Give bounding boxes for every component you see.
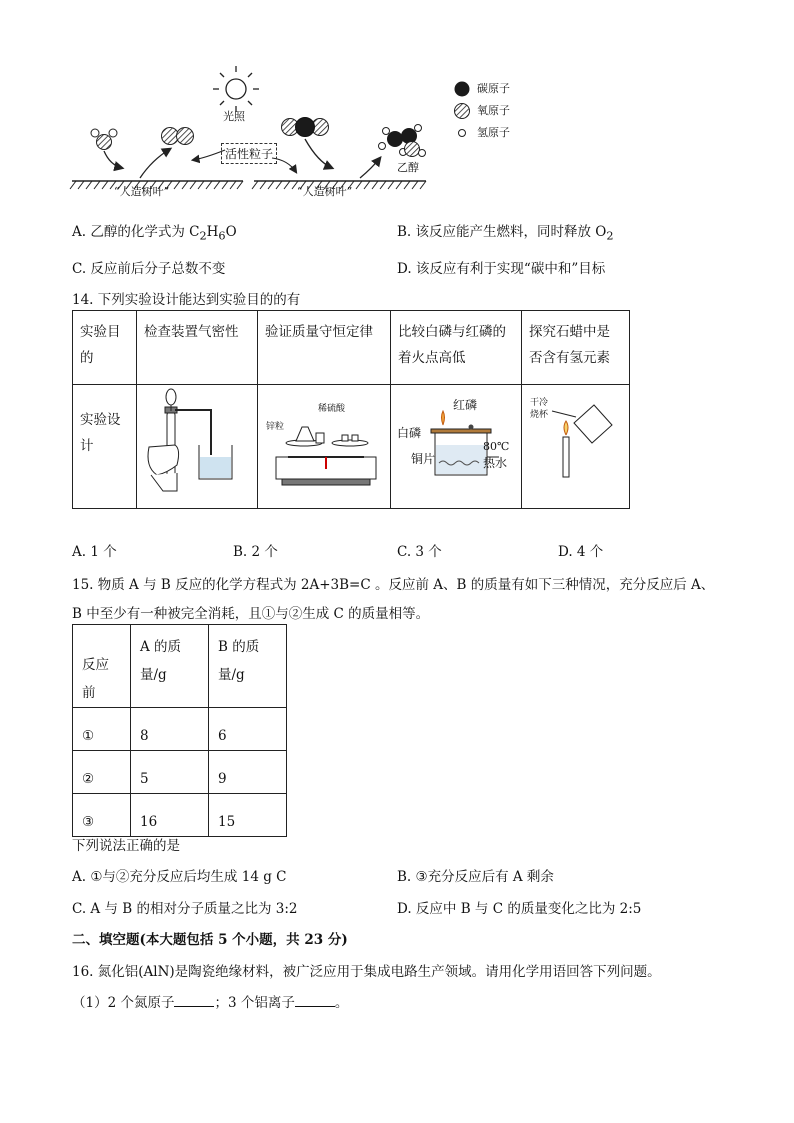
option-a-sub1: 2 (199, 229, 207, 243)
q16-sub1-b: ；3 个铝离子 (214, 995, 295, 1011)
acid-label: 稀硫酸 (318, 404, 346, 414)
arrow-ethanol-up (360, 158, 380, 178)
q13-option-d[interactable]: D. 该反应有利于实现“碳中和”目标 (397, 261, 606, 277)
q15-table (72, 624, 287, 837)
option-a-text: A. 乙醇的化学式为 C (72, 224, 200, 240)
option-b-text: B. 该反应能产生燃料，同时释放 O (397, 224, 607, 240)
q14-option-b[interactable]: B. 2 个 (233, 544, 278, 560)
q15-row2-b: 9 (209, 751, 287, 794)
q13-option-a[interactable] (72, 220, 237, 243)
option-b-sub: 2 (606, 229, 614, 243)
leaf-label-right: “人造树叶” (297, 185, 353, 198)
ethanol-molecule (379, 125, 426, 157)
red-phosphorus-label: 红磷 (453, 398, 478, 412)
q15-row3-label: ③ (73, 794, 131, 837)
carbon-atom-icon (455, 82, 470, 97)
leaf-label-left: “人造树叶” (114, 185, 170, 198)
q14-design-head: 实验设计 (73, 385, 137, 509)
q15-option-a[interactable]: A. ①与②充分反应后均生成 14 g C (72, 869, 287, 885)
q15-option-d[interactable]: D. 反应中 B 与 C 的质量变化之比为 2:5 (397, 901, 642, 917)
temperature-label: 80℃ (483, 440, 510, 453)
option-a-post: O (225, 224, 237, 240)
q15-head-1: A 的质量/g (131, 625, 209, 708)
light-label: 光照 (223, 110, 245, 123)
q15-row1-label: ① (73, 708, 131, 751)
q15-option-c[interactable]: C. A 与 B 的相对分子质量之比为 3:2 (72, 901, 298, 917)
q16-sub1-a: （1）2 个氮原子 (72, 995, 175, 1011)
q16-stem: 16. 氮化铝(AlN)是陶瓷绝缘材料，被广泛应用于集成电路生产领域。请用化学用语回答下列问题。 (72, 964, 661, 980)
q15-row2-a: 5 (131, 751, 209, 794)
q14-goal-1: 检查装置气密性 (137, 311, 258, 385)
q14-table (72, 310, 630, 509)
sun-icon (213, 66, 259, 112)
legend-hydrogen: 氢原子 (477, 126, 510, 139)
legend-oxygen: 氧原子 (477, 104, 510, 117)
q14-goal-2: 验证质量守恒定律 (258, 311, 391, 385)
option-a-mid: H (206, 224, 219, 240)
q16-sub1-c: 。 (334, 995, 349, 1011)
carbon-dioxide-molecule (282, 118, 329, 137)
hot-water-label: 热水 (483, 456, 508, 470)
q14-design-3 (391, 385, 522, 509)
water-molecule (91, 129, 117, 150)
q15-stem-line1: 15. 物质 A 与 B 反应的化学方程式为 2A+3B=C 。反应前 A、B 的质量有如下三种情况，充分反应后 A、 (72, 577, 715, 593)
q14-head-cell: 实验目的 (73, 311, 137, 385)
q13-option-c[interactable]: C. 反应前后分子总数不变 (72, 261, 226, 277)
dry-cold-label: 干冷 (530, 398, 549, 408)
q15-row1-b: 6 (209, 708, 287, 751)
q15-head-0: 反应前 (73, 625, 131, 708)
ethanol-label: 乙醇 (397, 161, 419, 174)
q16-sub1 (72, 991, 348, 1011)
q15-option-b[interactable]: B. ③充分反应后有 A 剩余 (397, 869, 554, 885)
answer-blank-2[interactable] (295, 994, 335, 1007)
q15-row3-b: 15 (209, 794, 287, 837)
hydrogen-atom-icon (459, 130, 466, 137)
active-particle-label: 活性粒子 (221, 143, 277, 164)
q15-prompt: 下列说法正确的是 (72, 838, 180, 854)
q13-option-b[interactable] (397, 220, 614, 243)
q14-goal-3: 比较白磷与红磷的着火点高低 (391, 311, 522, 385)
q14-design-4 (522, 385, 630, 509)
arrow-water-down (104, 151, 122, 168)
oxygen-molecule (162, 128, 194, 145)
q14-design-2 (258, 385, 391, 509)
q14-option-d[interactable]: D. 4 个 (558, 544, 604, 560)
q15-row2-label: ② (73, 751, 131, 794)
white-phosphorus-label: 白磷 (397, 426, 422, 440)
q14-stem: 14. 下列实验设计能达到实验目的的有 (72, 292, 301, 308)
option-a-sub2: 6 (218, 229, 226, 243)
airtightness-apparatus (137, 385, 257, 499)
q15-row1-a: 8 (131, 708, 209, 751)
q15-head-2: B 的质量/g (209, 625, 287, 708)
legend-carbon: 碳原子 (477, 82, 510, 95)
q14-option-a[interactable]: A. 1 个 (72, 544, 117, 560)
answer-blank-1[interactable] (174, 994, 214, 1007)
q15-row3-a: 16 (131, 794, 209, 837)
section-title: 二、填空题(本大题包括 5 个小题，共 23 分) (72, 932, 348, 948)
q14-goal-4: 探究石蜡中是否含有氢元素 (522, 311, 630, 385)
q14-design-1 (137, 385, 258, 509)
beaker-label: 烧杯 (530, 410, 549, 420)
q14-option-c[interactable]: C. 3 个 (397, 544, 442, 560)
artificial-leaf-figure (0, 0, 794, 215)
arrow-co2-down (305, 139, 332, 168)
q15-stem-line2: B 中至少有一种被完全消耗，且①与②生成 C 的质量相等。 (72, 606, 430, 622)
zinc-label: 锌粒 (266, 422, 285, 432)
balance-apparatus (258, 385, 390, 499)
arrow-oxygen-up (140, 149, 170, 178)
copper-label: 铜片 (411, 452, 436, 466)
oxygen-atom-icon (455, 104, 470, 119)
